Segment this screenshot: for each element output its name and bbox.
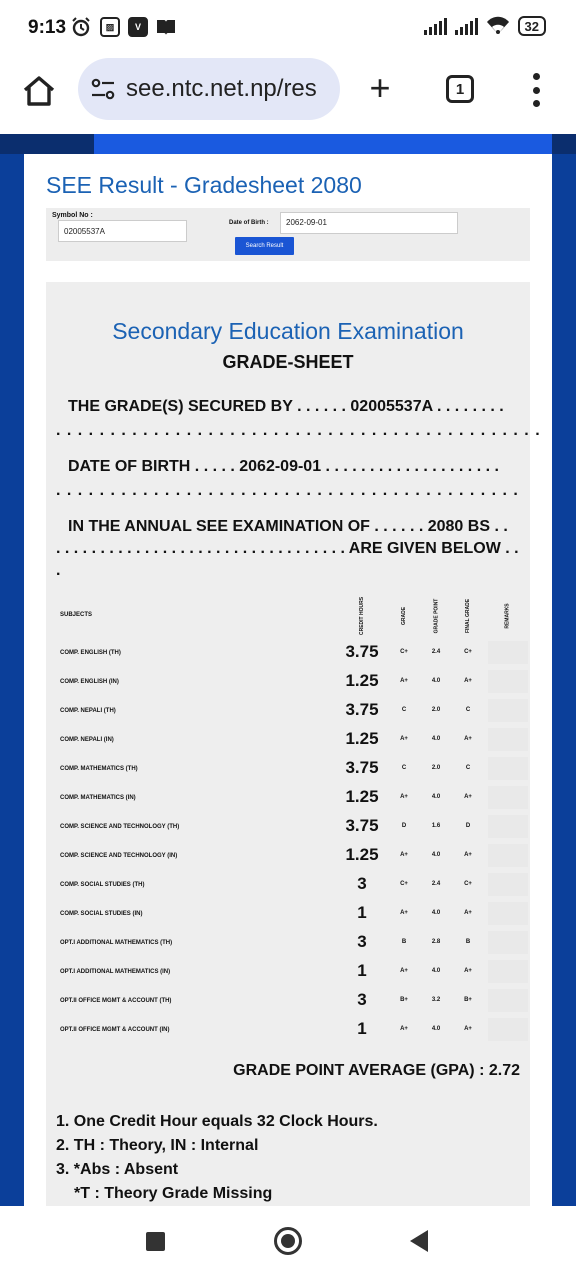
credit-hours-cell: 3 xyxy=(357,990,367,1009)
grade-cell: A+ xyxy=(400,736,408,742)
grade-point-cell: 2.0 xyxy=(431,765,441,771)
grade-point-cell: 3.2 xyxy=(431,997,441,1003)
grade-cell: C xyxy=(401,707,407,713)
table-row xyxy=(46,1015,530,1044)
remarks-cell xyxy=(488,815,528,838)
more-menu-icon[interactable] xyxy=(528,73,544,107)
symbol-input[interactable]: 02005537A xyxy=(58,220,187,242)
final-grade-cell: A+ xyxy=(464,794,472,800)
credit-hours-cell: 1 xyxy=(357,961,367,980)
grade-cell: A+ xyxy=(400,678,408,684)
sheet-heading: Secondary Education Examination xyxy=(112,318,464,344)
grade-point-cell: 4.0 xyxy=(431,910,441,916)
table-row xyxy=(46,696,530,725)
table-row xyxy=(46,783,530,812)
subject-cell: OPT.II OFFICE MGMT & ACCOUNT (IN) xyxy=(60,1027,170,1033)
header-credit-hours: CREDIT HOURS xyxy=(359,596,365,636)
grade-cell: A+ xyxy=(400,910,408,916)
photo-icon: ▨ xyxy=(100,17,120,37)
grade-point-cell: 1.6 xyxy=(431,823,441,829)
final-grade-cell: A+ xyxy=(464,736,472,742)
system-nav-bar xyxy=(0,1206,576,1280)
remarks-cell xyxy=(488,641,528,664)
status-time: 9:13 xyxy=(28,17,67,38)
credit-hours-cell: 3.75 xyxy=(345,642,379,661)
header-subjects: SUBJECTS xyxy=(60,612,93,618)
subject-cell: COMP. MATHEMATICS (IN) xyxy=(60,795,136,801)
page-content xyxy=(24,154,552,1214)
note-item: 1. One Credit Hour equals 32 Clock Hours. xyxy=(56,1113,378,1130)
grade-point-cell: 4.0 xyxy=(431,736,441,742)
credit-hours-cell: 3.75 xyxy=(345,816,379,835)
credit-hours-cell: 1 xyxy=(357,903,367,922)
grade-point-cell: 2.0 xyxy=(431,707,441,713)
subject-cell: COMP. ENGLISH (IN) xyxy=(60,679,119,685)
url-text[interactable]: see.ntc.net.np/res xyxy=(126,75,317,102)
grade-point-cell: 2.8 xyxy=(431,939,441,945)
remarks-cell xyxy=(488,699,528,722)
final-grade-cell: A+ xyxy=(464,678,472,684)
grade-cell: D xyxy=(401,823,407,829)
remarks-cell xyxy=(488,670,528,693)
header-grade-point: GRADE POINT xyxy=(433,598,440,634)
site-settings-icon[interactable] xyxy=(90,76,116,102)
tab-switcher-button[interactable]: 1 xyxy=(446,75,474,103)
grade-cell: C xyxy=(401,765,407,771)
remarks-cell xyxy=(488,902,528,925)
subject-cell: COMP. NEPALI (IN) xyxy=(60,737,114,743)
header-final-grade: FINAL GRADE xyxy=(465,598,472,634)
search-result-button[interactable]: Search Result xyxy=(235,237,294,255)
wifi-icon xyxy=(486,16,510,36)
note-item: *T : Theory Grade Missing xyxy=(74,1185,273,1202)
symbol-label: Symbol No : xyxy=(52,212,93,219)
grade-point-cell: 4.0 xyxy=(431,678,441,684)
new-tab-button[interactable]: + xyxy=(369,67,391,108)
table-row xyxy=(46,928,530,957)
table-row xyxy=(46,986,530,1015)
final-grade-cell: C+ xyxy=(464,649,472,655)
final-grade-cell: A+ xyxy=(464,1026,472,1032)
remarks-cell xyxy=(488,757,528,780)
notification-icons xyxy=(70,16,176,38)
grade-cell: C+ xyxy=(400,881,408,887)
header-remarks: REMARKS xyxy=(505,603,511,629)
signal-icon xyxy=(424,17,447,35)
grade-point-cell: 4.0 xyxy=(431,794,441,800)
subject-cell: COMP. NEPALI (TH) xyxy=(60,708,116,714)
grade-cell: A+ xyxy=(400,1026,408,1032)
subject-cell: COMP. SOCIAL STUDIES (IN) xyxy=(60,911,143,917)
grade-cell: A+ xyxy=(400,968,408,974)
subject-cell: COMP. SCIENCE AND TECHNOLOGY (IN) xyxy=(60,853,178,859)
notes-list xyxy=(56,1110,378,1206)
final-grade-cell: B+ xyxy=(464,997,472,1003)
table-row xyxy=(46,667,530,696)
browser-toolbar xyxy=(0,56,576,134)
remarks-cell xyxy=(488,1018,528,1041)
remarks-cell xyxy=(488,960,528,983)
credit-hours-cell: 1.25 xyxy=(345,787,379,806)
header-grade: GRADE xyxy=(401,606,407,626)
grade-point-cell: 4.0 xyxy=(431,1026,441,1032)
subject-cell: OPT.I ADDITIONAL MATHEMATICS (TH) xyxy=(60,940,173,946)
grade-point-cell: 2.4 xyxy=(431,881,441,887)
address-bar[interactable] xyxy=(78,58,340,120)
home-button[interactable] xyxy=(274,1227,302,1255)
grade-cell: B+ xyxy=(400,997,408,1003)
final-grade-cell: A+ xyxy=(464,910,472,916)
credit-hours-cell: 3.75 xyxy=(345,700,379,719)
battery-icon: 32 xyxy=(518,16,546,36)
credit-hours-cell: 1.25 xyxy=(345,671,379,690)
grade-cell: A+ xyxy=(400,794,408,800)
exam-line: IN THE ANNUAL SEE EXAMINATION OF . . . . . . 2080 BS . . xyxy=(68,518,508,535)
system-icons xyxy=(424,16,546,36)
dob-line: DATE OF BIRTH . . . . . 2062-09-01 . . . . . . . . . . . . . . . . . . . . xyxy=(68,458,499,475)
book-icon xyxy=(156,18,176,36)
page-title: SEE Result - Gradesheet 2080 xyxy=(46,172,362,198)
final-grade-cell: D xyxy=(465,823,471,829)
remarks-cell xyxy=(488,786,528,809)
table-row xyxy=(46,899,530,928)
remarks-cell xyxy=(488,931,528,954)
site-header-strip xyxy=(0,134,576,154)
alarm-icon xyxy=(70,16,92,38)
subject-cell: OPT.I ADDITIONAL MATHEMATICS (IN) xyxy=(60,969,171,975)
subject-cell: COMP. MATHEMATICS (TH) xyxy=(60,766,138,772)
grade-cell: C+ xyxy=(400,649,408,655)
table-row xyxy=(46,638,530,667)
grade-point-cell: 4.0 xyxy=(431,852,441,858)
dob-label: Date of Birth : xyxy=(229,220,269,226)
v-app-icon: V xyxy=(128,17,148,37)
dob-input[interactable]: 2062-09-01 xyxy=(280,212,458,234)
gpa-summary: GRADE POINT AVERAGE (GPA) : 2.72 xyxy=(233,1062,520,1079)
final-grade-cell: C xyxy=(465,765,471,771)
subject-cell: OPT.II OFFICE MGMT & ACCOUNT (TH) xyxy=(60,998,172,1004)
home-icon[interactable] xyxy=(22,74,56,108)
secured-by-line: THE GRADE(S) SECURED BY . . . . . . 02005537A . . . . . . . . xyxy=(68,398,504,415)
grade-cell: B xyxy=(401,939,407,945)
dotted-line: . . . . . . . . . . . . . . . . . . . . . . . . . . . . . . . . . . . . . . . . . . . . . xyxy=(56,422,541,439)
final-grade-cell: A+ xyxy=(464,968,472,974)
credit-hours-cell: 1.25 xyxy=(345,729,379,748)
remarks-cell xyxy=(488,728,528,751)
sheet-subheading: GRADE-SHEET xyxy=(222,352,354,372)
subject-cell: COMP. SCIENCE AND TECHNOLOGY (TH) xyxy=(60,824,180,830)
credit-hours-cell: 1 xyxy=(357,1019,367,1038)
final-grade-cell: B xyxy=(465,939,471,945)
final-grade-cell: C xyxy=(465,707,471,713)
grade-point-cell: 4.0 xyxy=(431,968,441,974)
table-row xyxy=(46,812,530,841)
status-bar xyxy=(0,0,576,56)
table-row xyxy=(46,725,530,754)
table-row xyxy=(46,841,530,870)
exam-line-continued: . . . . . . . . . . . . . . . . . . . . . . . . . . . . . . . . . ARE GIVEN BELOW . . xyxy=(56,540,519,557)
grade-cell: A+ xyxy=(400,852,408,858)
credit-hours-cell: 3.75 xyxy=(345,758,379,777)
credit-hours-cell: 3 xyxy=(357,932,367,951)
credit-hours-cell: 3 xyxy=(357,874,367,893)
back-button[interactable] xyxy=(410,1230,428,1252)
search-form xyxy=(46,208,530,261)
grade-sheet xyxy=(46,282,541,1222)
remarks-cell xyxy=(488,873,528,896)
final-grade-cell: C+ xyxy=(464,881,472,887)
credit-hours-cell: 1.25 xyxy=(345,845,379,864)
signal-icon xyxy=(455,17,478,35)
dotted-line: . . . . . . . . . . . . . . . . . . . . . . . . . . . . . . . . . . . . . . . . . . . xyxy=(56,482,519,499)
note-item: 3. *Abs : Absent xyxy=(56,1161,179,1178)
grade-point-cell: 2.4 xyxy=(431,649,441,655)
recents-button[interactable] xyxy=(146,1232,165,1251)
table-row xyxy=(46,870,530,899)
remarks-cell xyxy=(488,989,528,1012)
subject-cell: COMP. ENGLISH (TH) xyxy=(60,650,121,656)
subject-cell: COMP. SOCIAL STUDIES (TH) xyxy=(60,882,145,888)
table-row xyxy=(46,754,530,783)
dotted-line: . xyxy=(56,562,61,579)
remarks-cell xyxy=(488,844,528,867)
table-row xyxy=(46,957,530,986)
note-item: 2. TH : Theory, IN : Internal xyxy=(56,1137,259,1154)
web-page xyxy=(0,134,576,1206)
final-grade-cell: A+ xyxy=(464,852,472,858)
